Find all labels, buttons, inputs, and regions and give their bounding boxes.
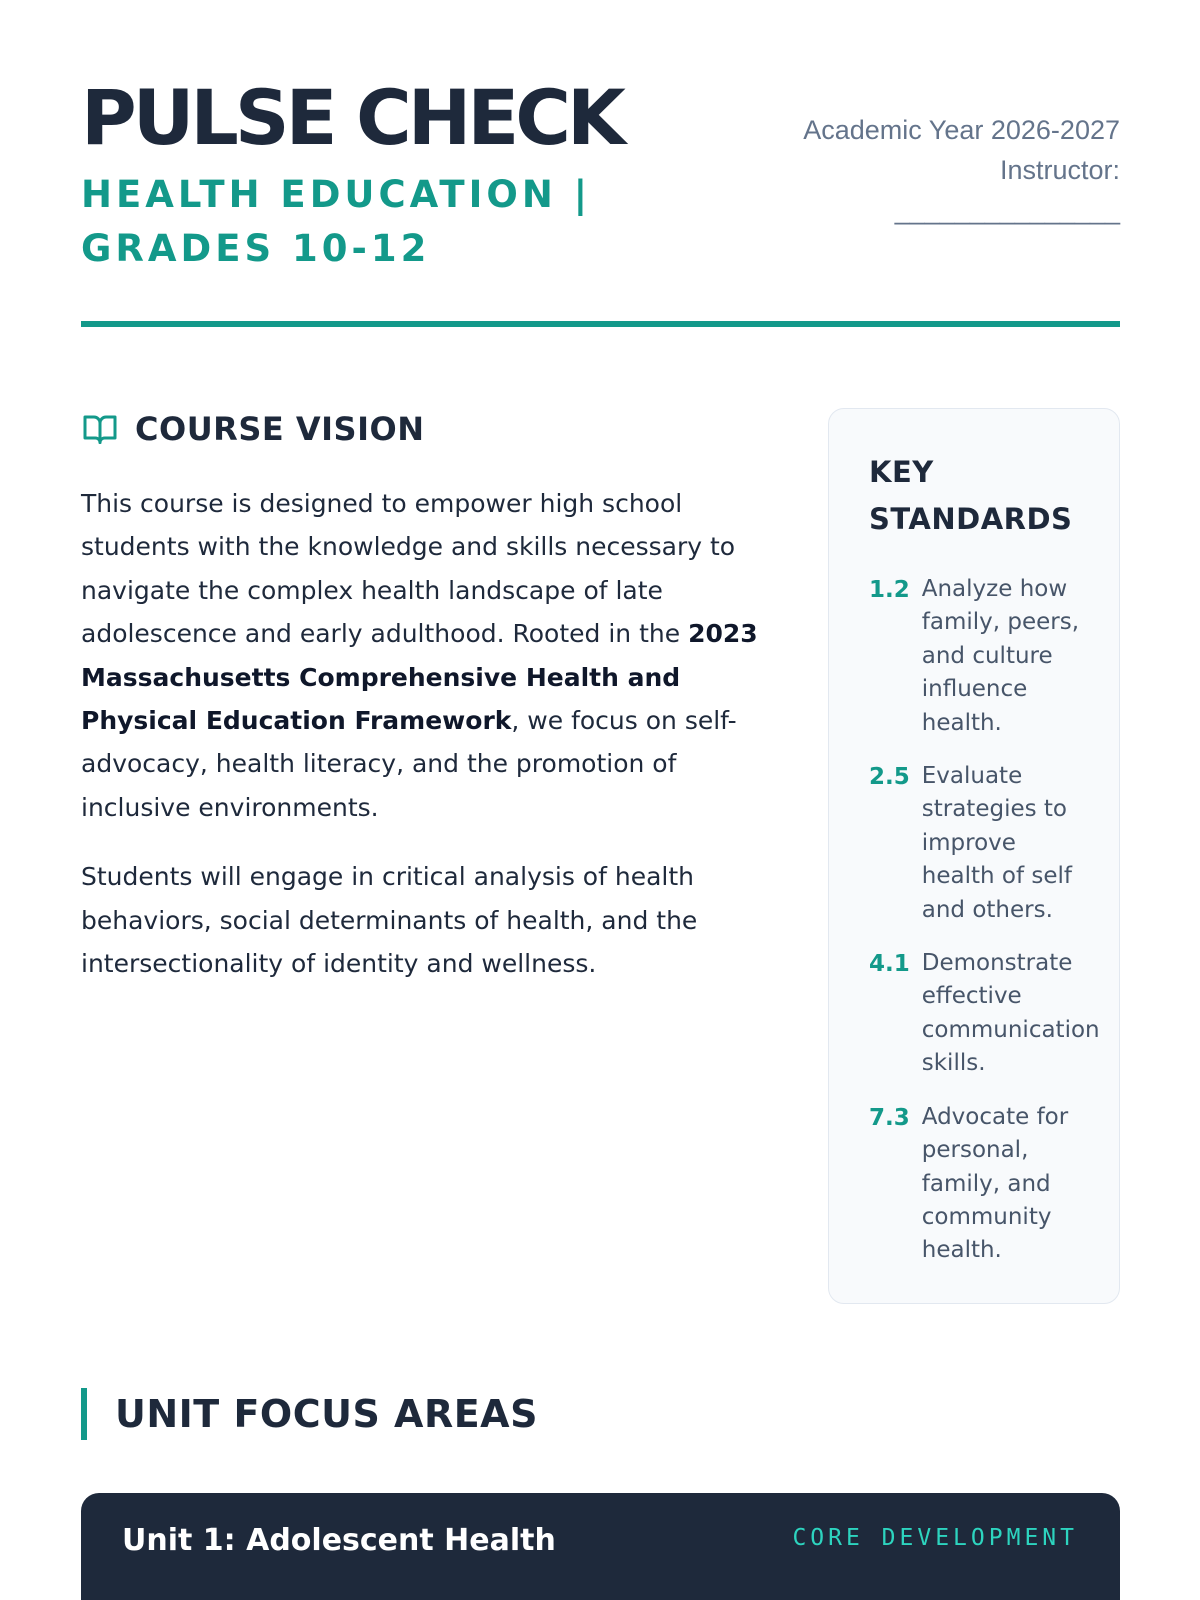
page-header — [81, 73, 1120, 270]
framework-name: 2023 Massachusetts Comprehensive Health and Physical Education Framework — [81, 619, 758, 736]
standards-heading: KEY STANDARDS — [869, 455, 1073, 536]
heading-accent-bar — [81, 1388, 87, 1440]
unit-title: Unit 1: Adolescent Health — [122, 1523, 556, 1558]
key-standards-card — [828, 408, 1120, 1304]
unit-focus-heading — [81, 1388, 538, 1440]
course-vision-text — [81, 482, 761, 1011]
standard-text: Evaluate strategies to improve health of self and others. — [921, 763, 1072, 923]
standard-number: 4.1 — [869, 951, 910, 978]
academic-year: Academic Year 2026-2027 — [803, 115, 1120, 145]
standards-list — [869, 573, 1100, 1268]
vision-paragraph-2: Students will engage in critical analysis of health behaviors, social determinants of health, and the intersectionality of identity and wellness. — [81, 862, 698, 979]
standard-number: 1.2 — [869, 577, 910, 603]
standard-text: Analyze how family, peers, and culture influence health. — [921, 576, 1080, 736]
section-title: UNIT FOCUS AREAS — [115, 1392, 538, 1436]
standard-item — [869, 760, 1081, 927]
unit-card — [81, 1493, 1120, 1600]
standard-text: Demonstrate effective communication skills. — [921, 950, 1100, 1077]
standard-item — [869, 947, 1100, 1081]
standard-item — [869, 1101, 1081, 1268]
course-vision-heading — [81, 409, 424, 449]
standard-number: 7.3 — [869, 1104, 910, 1131]
instructor-blank: _______________ — [894, 195, 1120, 225]
instructor-label: Instructor: — [999, 155, 1120, 185]
standard-number: 2.5 — [869, 764, 910, 791]
section-title: COURSE VISION — [135, 410, 425, 448]
header-divider — [81, 321, 1120, 327]
unit-tag: CORE DEVELOPMENT — [792, 1525, 1078, 1551]
course-meta — [800, 110, 1120, 230]
standard-item — [869, 573, 1081, 740]
standard-text: Advocate for personal, family, and community health. — [921, 1103, 1069, 1264]
course-subtitle: HEALTH EDUCATION | GRADES 10-12 — [81, 173, 592, 270]
page-title: PULSE CHECK — [81, 73, 622, 162]
book-open-icon — [81, 411, 119, 447]
vision-paragraph-1: This course is designed to empower high school students with the knowledge and skills necessary to navigate the complex health landscape of late adolescence and early adulthood. Rooted in the 2023 Massachusetts Comprehensive Health and Physical Education Framework, we focus on self-advocacy, health literacy, and the promotion of inclusive environments. — [81, 489, 758, 822]
